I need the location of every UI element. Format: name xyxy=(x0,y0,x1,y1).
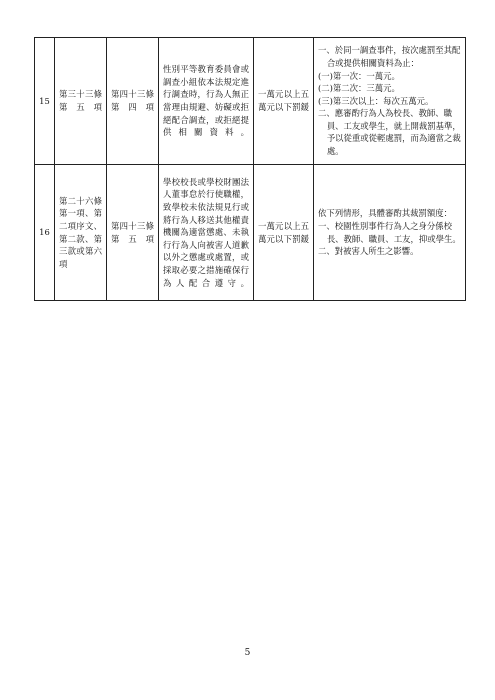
penalty-standard-cell xyxy=(314,165,466,301)
violation-cell: 學校校長或學校財團法人董事怠於行使職權，致學校未依法規見行或將行為人移送其他權責機關為適當懲處、未執行行為人向被害人道歉以外之懲處或處置，或採取必要之措施確保行為人配合遵守。 xyxy=(159,165,254,301)
table-row xyxy=(35,165,466,301)
penalty-article-cell: 第四十三條第四項 xyxy=(107,38,159,165)
penalty-line: 二、對被害人所生之影響。 xyxy=(318,246,419,257)
penalty-line: (三)第三次以上：每次五萬元。 xyxy=(318,95,434,106)
fine-amount-cell: 一萬元以上五萬元以下罰鍰 xyxy=(254,38,314,165)
fine-amount-cell: 一萬元以上五萬元以下罰鍰 xyxy=(254,165,314,301)
act-clause-cell: 第二十六條第一項、第二項序文、第二款、第三款或第六項 xyxy=(55,165,107,301)
penalty-article-cell: 第四十三條第五項 xyxy=(107,165,159,301)
act-clause-cell: 第三十三條第五項 xyxy=(55,38,107,165)
regulation-table xyxy=(34,37,466,301)
penalty-line: 依下列情形，具體審酌其裁罰額度： xyxy=(318,208,452,219)
row-number: 16 xyxy=(35,165,55,301)
penalty-standard-cell xyxy=(314,38,466,165)
penalty-line: 二、應審酌行為人為校長、教師、職員、工友或學生，就上開裁罰基準，予以從重或從輕處罰，而為適當之裁處。 xyxy=(318,108,461,157)
table-row xyxy=(35,38,466,165)
row-number: 15 xyxy=(35,38,55,165)
penalty-line: (二)第二次：三萬元。 xyxy=(318,83,400,94)
penalty-line: (一)第一次：一萬元。 xyxy=(318,70,400,81)
penalty-line: 一、於同一調查事件，按次處罰至其配合或提供相關資料為止： xyxy=(318,45,461,68)
page-number: 5 xyxy=(244,648,251,658)
penalty-line: 一、校園性別事件行為人之身分係校長、教師、職員、工友，抑或學生。 xyxy=(318,220,461,244)
violation-cell: 性別平等教育委員會或調查小組依本法規定進行調查時，行為人無正當理由規避、妨礙或拒絕配合調查，或拒絕提供相關資料。 xyxy=(159,38,254,165)
